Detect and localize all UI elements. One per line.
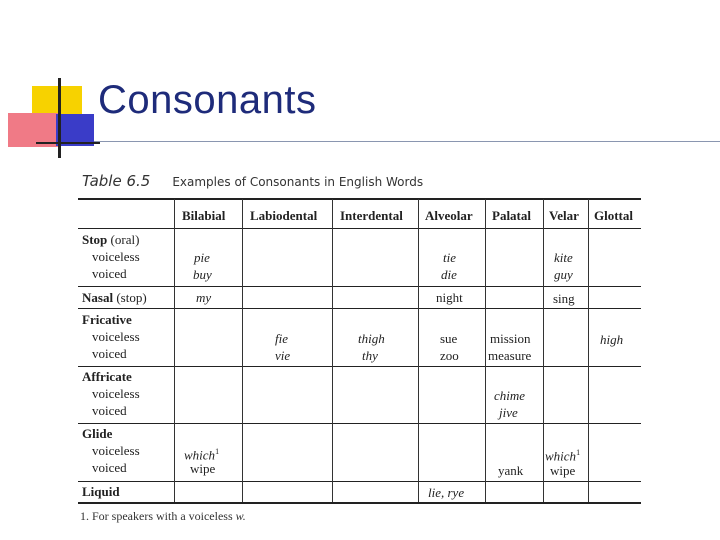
cell-liquid-alveolar: lie, rye — [428, 485, 465, 500]
table-bottom-rule — [78, 502, 641, 504]
table-caption — [82, 172, 423, 191]
footnote-text: 1. For speakers with a voiceless — [80, 509, 233, 523]
cell-affricate-palatal-voiceless: chime — [494, 388, 526, 403]
row-label-fricative: Fricative — [82, 312, 132, 327]
cell-nasal-alveolar: night — [436, 290, 463, 305]
col-rule-5 — [485, 199, 486, 502]
footnote-mark-bilabial: 1 — [215, 447, 220, 456]
cell-fricative-labiodental-voiceless: fie — [275, 331, 288, 346]
row-label-stop-main: Stop — [82, 232, 108, 247]
table-footnote — [80, 509, 246, 524]
cell-nasal-bilabial: my — [196, 290, 212, 305]
row-label-fricative-voiceless: voiceless — [92, 329, 140, 344]
row-rule-nasal — [78, 308, 641, 309]
cell-fricative-interdental-voiced: thy — [362, 348, 378, 363]
row-label-stop — [82, 231, 139, 248]
table-number: Table 6.5 — [82, 172, 151, 190]
cell-fricative-palatal-voiced: measure — [488, 348, 532, 363]
cell-fricative-interdental-voiceless: thigh — [358, 331, 385, 346]
title-underline — [94, 141, 720, 142]
row-label-stop-voiced: voiced — [92, 266, 127, 281]
footnote-mark-velar: 1 — [576, 448, 581, 457]
row-label-fricative-voiced: voiced — [92, 346, 127, 361]
cell-fricative-alveolar-voiced: zoo — [440, 348, 459, 363]
row-label-affricate-voiceless: voiceless — [92, 386, 140, 401]
row-label-glide: Glide — [82, 426, 113, 441]
cell-glide-bilabial-voiceless-word: which — [184, 447, 216, 463]
cell-glide-velar-voiced: wipe — [550, 463, 576, 478]
row-rule-stop — [78, 286, 641, 287]
col-header-glottal: Glottal — [594, 208, 633, 223]
row-label-stop-qualifier: (oral) — [110, 232, 140, 247]
row-label-glide-voiced: voiced — [92, 460, 127, 475]
cell-stop-alveolar-voiced: die — [441, 267, 457, 282]
cell-glide-velar-voiceless-word: which — [545, 448, 577, 464]
col-rule-1 — [174, 199, 175, 502]
cell-stop-bilabial-voiced: buy — [193, 267, 212, 282]
cell-fricative-palatal-voiceless: mission — [490, 331, 531, 346]
col-rule-3 — [332, 199, 333, 502]
col-header-velar: Velar — [549, 208, 579, 223]
col-rule-4 — [418, 199, 419, 502]
row-label-stop-voiceless: voiceless — [92, 249, 140, 264]
row-label-nasal-main: Nasal — [82, 290, 114, 305]
footnote-symbol: w. — [235, 509, 246, 523]
col-header-palatal: Palatal — [492, 208, 531, 223]
cell-fricative-glottal: high — [600, 332, 624, 347]
cell-affricate-palatal-voiced: jive — [499, 405, 518, 420]
row-label-glide-voiceless: voiceless — [92, 443, 140, 458]
col-header-labiodental: Labiodental — [250, 208, 318, 223]
row-label-nasal — [82, 289, 147, 306]
table-top-rule — [78, 198, 641, 200]
slide-title: Consonants — [98, 78, 317, 122]
deco-horizontal-line — [36, 142, 100, 144]
cell-stop-alveolar-voiceless: tie — [443, 250, 456, 265]
cell-fricative-labiodental-voiced: vie — [275, 348, 291, 363]
cell-fricative-alveolar-voiceless: sue — [440, 331, 458, 346]
row-label-nasal-qualifier: (stop) — [116, 290, 147, 305]
row-label-affricate: Affricate — [82, 369, 132, 384]
col-rule-7 — [588, 199, 589, 502]
table-name: Examples of Consonants in English Words — [172, 175, 424, 189]
cell-glide-bilabial-voiced: wipe — [190, 461, 216, 476]
cell-stop-velar-voiceless: kite — [554, 250, 573, 265]
row-rule-affricate — [78, 423, 641, 424]
col-header-alveolar: Alveolar — [425, 208, 473, 223]
cell-nasal-velar: sing — [553, 291, 575, 306]
cell-glide-palatal-voiced: yank — [498, 463, 524, 478]
col-header-bilabial: Bilabial — [182, 208, 226, 223]
row-rule-fricative — [78, 366, 641, 367]
table-header-rule — [78, 228, 641, 229]
cell-stop-bilabial-voiceless: pie — [194, 250, 210, 265]
row-label-affricate-voiced: voiced — [92, 403, 127, 418]
col-header-interdental: Interdental — [340, 208, 403, 223]
cell-stop-velar-voiced: guy — [554, 267, 573, 282]
deco-vertical-line — [58, 78, 61, 158]
row-rule-glide — [78, 481, 641, 482]
row-label-liquid: Liquid — [82, 484, 120, 499]
col-rule-6 — [543, 199, 544, 502]
col-rule-2 — [242, 199, 243, 502]
